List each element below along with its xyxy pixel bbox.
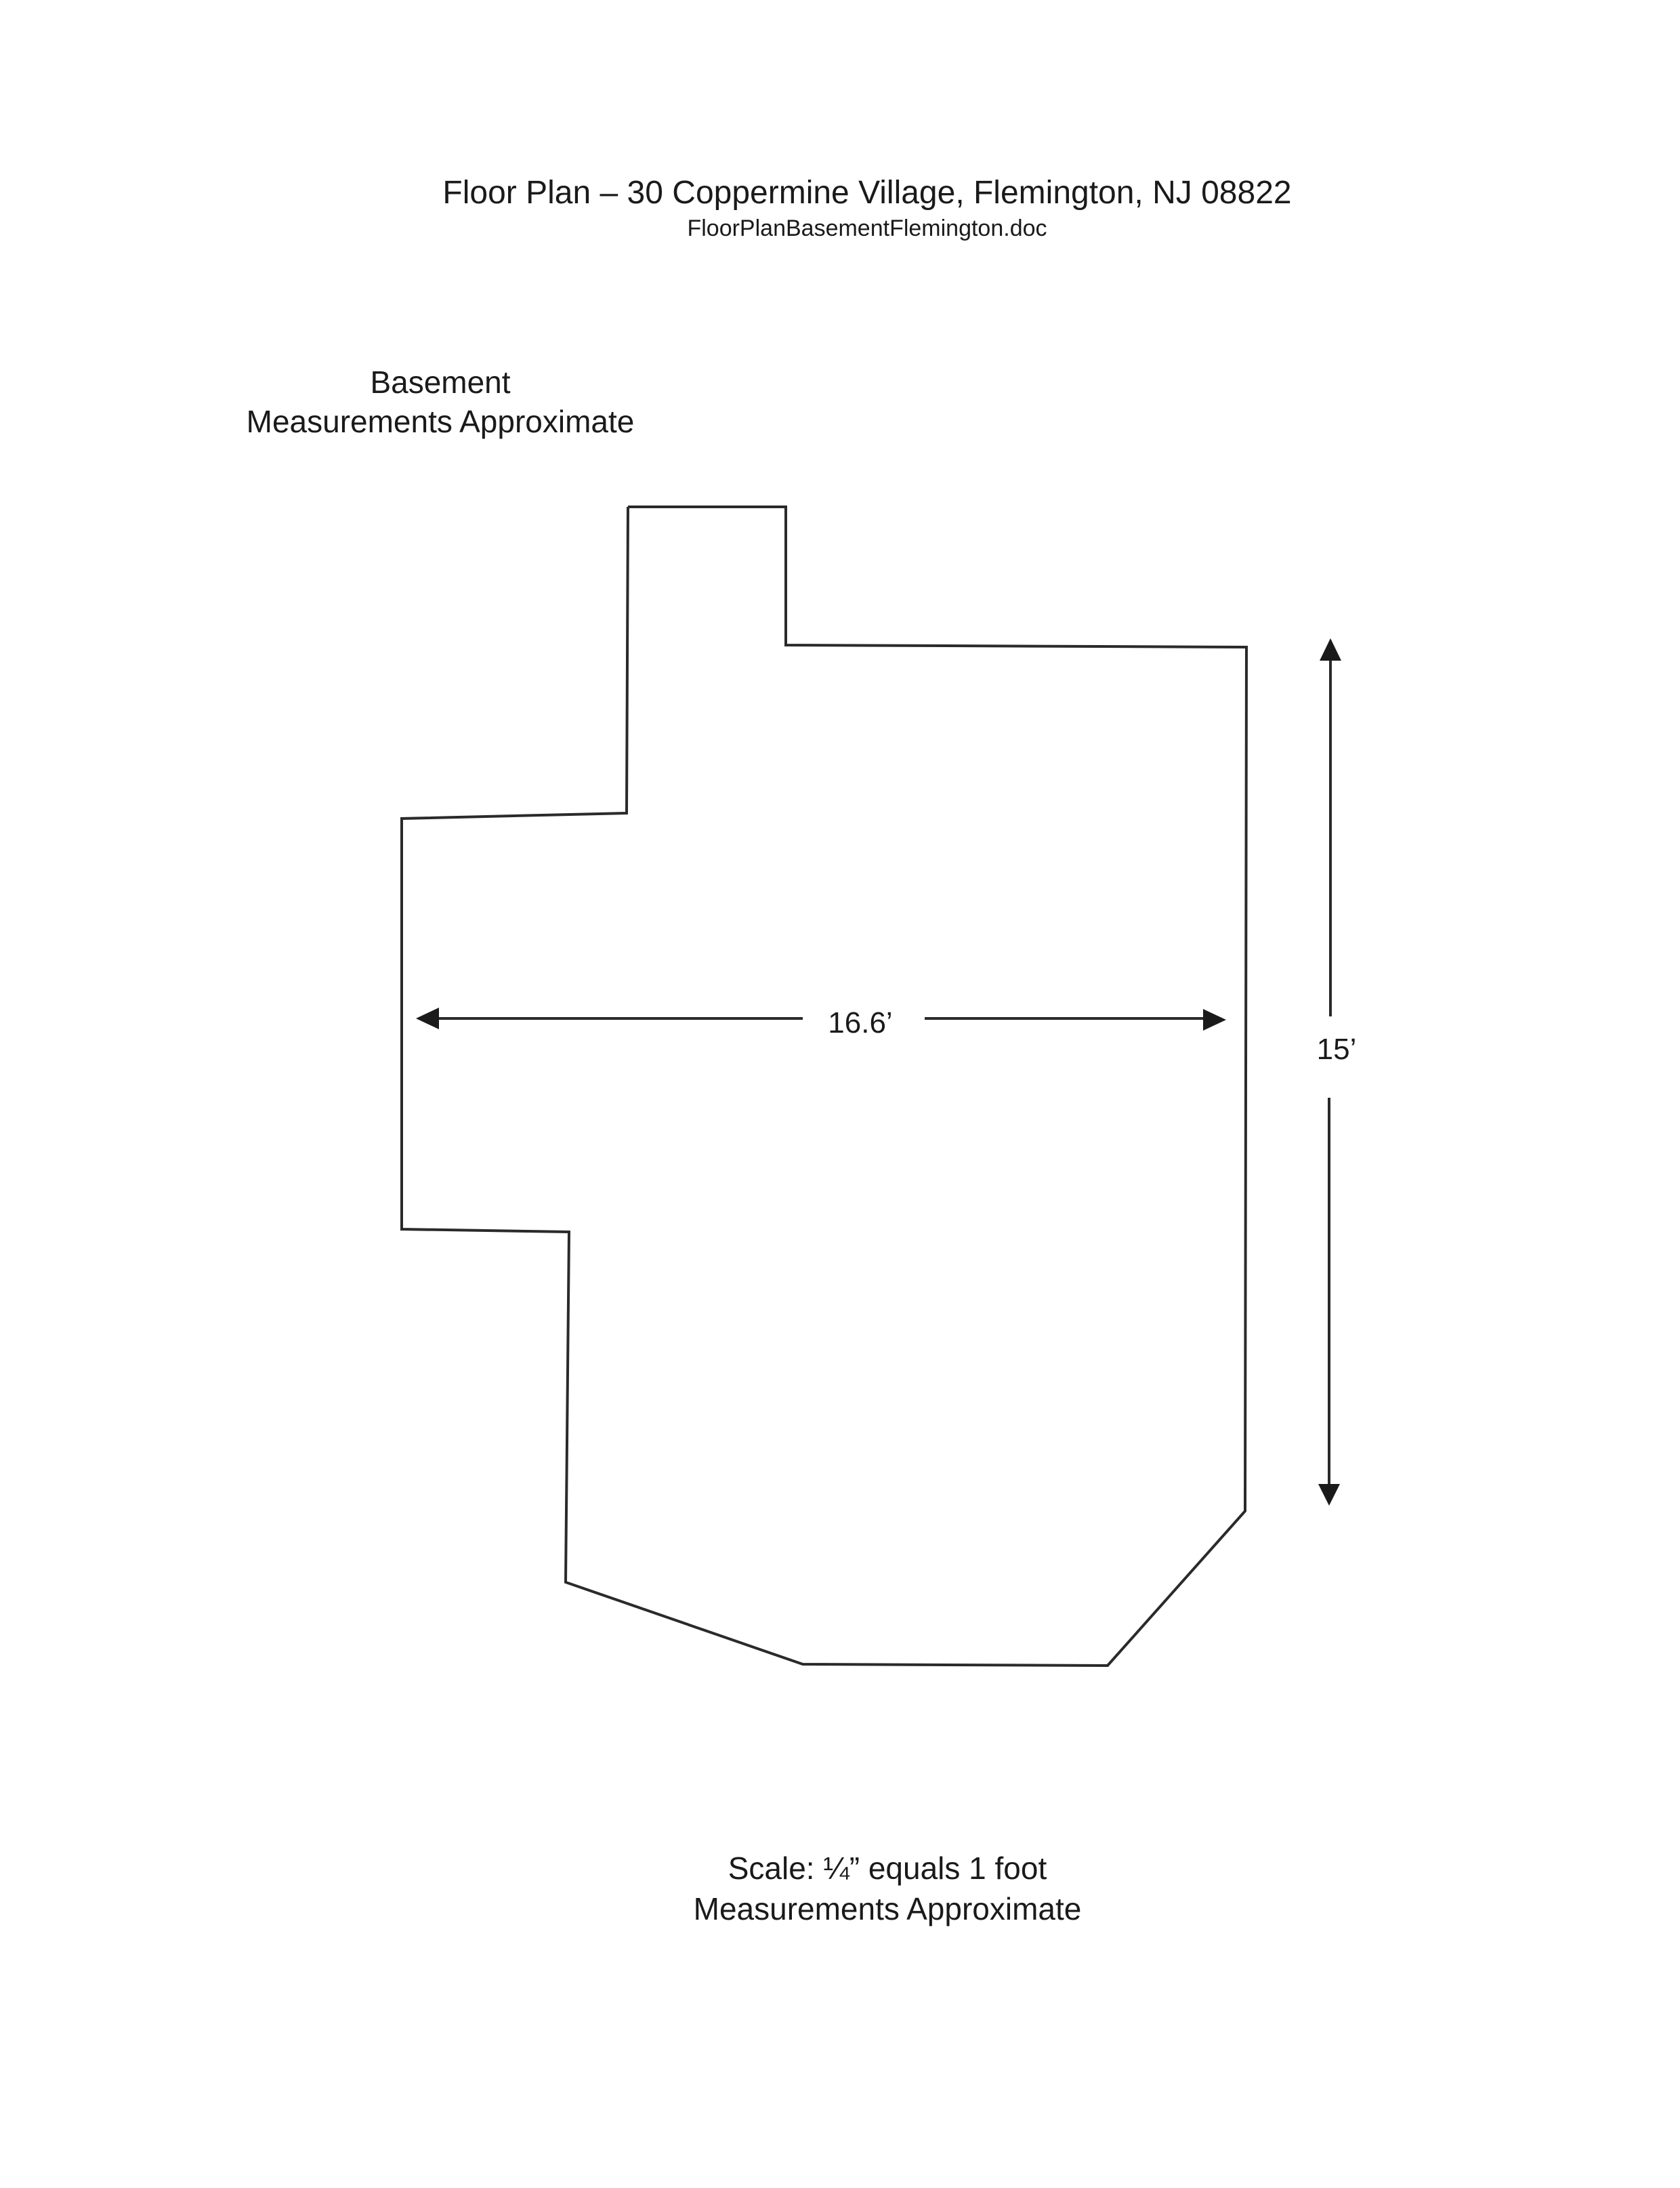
arrow-right-icon (1203, 1009, 1226, 1031)
basement-outline (402, 507, 1246, 1666)
height-dimension (1317, 638, 1357, 1506)
file-name: FloorPlanBasementFlemington.doc (687, 215, 1047, 241)
width-dimension (416, 1006, 1226, 1039)
width-dimension-label: 16.6’ (828, 1006, 893, 1039)
arrow-left-icon (416, 1008, 439, 1029)
height-dimension-label: 15’ (1316, 1033, 1357, 1066)
section-note: Measurements Approximate (246, 404, 635, 439)
scale-footer (549, 1848, 1226, 1929)
footer-note: Measurements Approximate (693, 1891, 1082, 1926)
section-name: Basement (370, 365, 511, 400)
arrow-down-icon (1318, 1484, 1340, 1506)
page-title: Floor Plan – 30 Coppermine Village, Flemington, NJ 08822 (442, 175, 1292, 211)
scale-text: Scale: ¼” equals 1 foot (728, 1851, 1047, 1886)
arrow-up-icon (1320, 638, 1341, 661)
